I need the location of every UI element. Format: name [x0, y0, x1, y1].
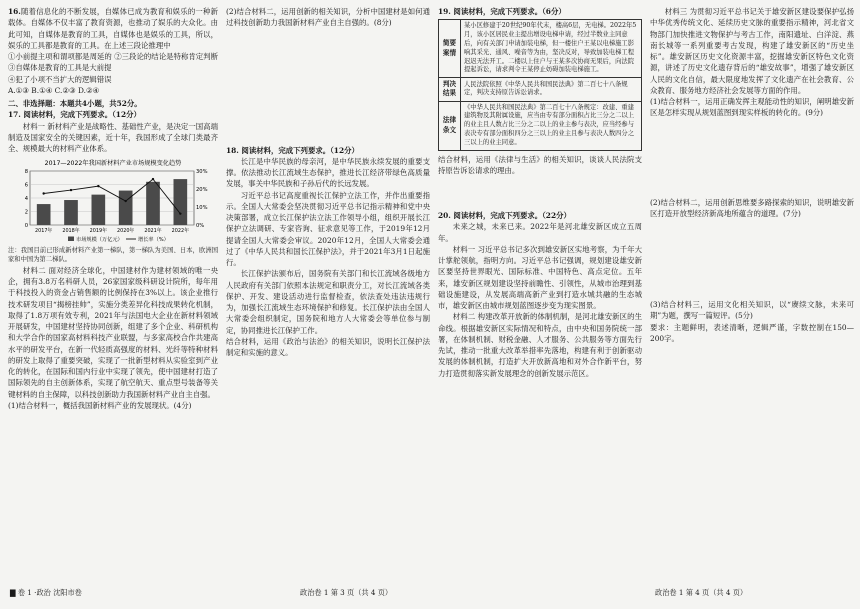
answer-space	[438, 176, 642, 210]
legend-bar-swatch	[68, 237, 74, 242]
q16-options-2: ④犯了小项不当扩大的逻辑错误	[8, 74, 112, 84]
q20-material-3: 材料三 为贯彻习近平总书记关于雄安新区建设要保护弘扬中华优秀传统文化、延续历史文脉的重要指示精神，河北省文物部门加快推进文物保护与考古工作，南阳遗址、白洋淀、燕南长城等一系列重要考古发现，构建了雄安新区的“历史坐标”。雄安新区历史文化资源丰富，挖掘雄安新区特色文化资源，讲述了历史文化遗存背后的“雄安故事”，增强了雄安新区人民的文化自信，最大限度地发挥了文化遗产在社会教育、公众教育、服务地方经济社会发展等方面的作用。	[650, 7, 854, 95]
q19-case-table	[438, 19, 642, 150]
answer-space	[650, 219, 854, 299]
answer-space	[226, 29, 430, 93]
legend-line-label: 增长率（%）	[138, 237, 169, 244]
row-text-verdict: 人民法院依照《中华人民共和国民法典》第二百七十八条规定，判决支持原告诉讼请求。	[461, 78, 642, 101]
q19-question: 结合材料，运用《法律与生活》的相关知识，谈谈人民法院支持原告诉讼请求的理由。	[438, 154, 642, 175]
growth-point	[152, 178, 154, 180]
row-text-case: 某小区修建于20世纪90年代末，楼高6层，无电梯。2022年5月，该小区居民业主提出增设电梯申请，经过半数业主同意后，向有关部门申请加装电梯，但一楼住户王某以电梯施工影响其采光、通风、噪音等为由，坚决反对，导致加装电梯工程迟迟无法开工。二楼以上住户与王某多次协商无果后，向法院提起诉讼，请求判令王某停止妨碍加装电梯施工。	[461, 20, 642, 78]
row-label-law: 法律条文	[439, 101, 461, 150]
q16-options-1: ①小前提主项和谓项都是周延的 ②三段论的结论是特称肯定判断 ③自媒体是教育的工具是大前提	[8, 52, 218, 73]
q20-material-1: 材料一 习近平总书记多次到雄安新区实地考察，为千年大计掌舵领航，指明方向。习近平总书记强调，规划建设雄安新区要坚持世界眼光、国际标准、中国特色、高点定位。五年来，雄安新区规划建设坚持前瞻性、引领性，从城市治理到基础设施建设，从发展高端高新产业到打造水城共融的生态城市，雄安新区由城市规划蓝图逐步变为现实图景。	[438, 244, 642, 311]
q20-question-2: (2)结合材料二，运用创新思维要多路探索的知识，说明雄安新区打造开放型经济新高地所蕴含的道理。(7分)	[650, 197, 854, 218]
q20-question-1: (1)结合材料一，运用正确发挥主观能动性的知识，阐明雄安新区是怎样实现从规划蓝图到现实样板的转化的。(9分)	[650, 97, 854, 118]
q18-paragraph-3: 长江保护法颁布后，国务院有关部门和长江流域各级地方人民政府有关部门依照本法规定和职责分工，对长江流域各类保护、开发、建设活动进行监督检查，依法查处违法违规行为，加强长江流域生态环境保护和修复。长江保护法由全国人大常委会组织制定，国务院和地方人大常委会等单位参与制定，协同推进长江保护工作。	[226, 269, 430, 335]
bar	[146, 182, 160, 225]
growth-point	[179, 213, 181, 215]
y-tick-right: 20%	[196, 187, 208, 194]
bar	[92, 195, 106, 225]
q18-paragraph-1: 长江是中华民族的母亲河，是中华民族永续发展的重要支撑。依法推动长江流域生态保护，推进长江经济带绿色高质量发展，事关中华民族和子孙后代的长远发展。	[226, 156, 430, 189]
y-tick-left: 2	[24, 209, 28, 216]
table-row	[439, 20, 642, 78]
q20-intro: 未来之城，未来已来。2022年是河北雄安新区成立五周年。	[438, 222, 642, 243]
q17-material-1: 材料一 新材料产业是战略性、基础性产业，是决定一国高端制造及国家安全的关键因素，近十年，我国形成了全球门类最齐全、规模最大的材料产业体系。	[8, 121, 218, 153]
column-1	[8, 6, 218, 411]
chart-title: 2017—2022年我国新材料产业市场规模变化趋势	[44, 160, 182, 168]
q17-note: 注：我国目前已形成新材料产业第一梯队，第一梯队为美国、日本，欧洲国家和中国为第二梯队。	[8, 247, 218, 264]
legend-bar-label: 市场规模（万亿元）	[76, 237, 123, 244]
bar	[37, 204, 51, 225]
y-tick-left: 0	[24, 223, 28, 230]
bar	[64, 200, 78, 225]
q18-question: 结合材料，运用《政治与法治》的相关知识，说明长江保护法制定和实施的意义。	[226, 336, 430, 357]
bar	[174, 179, 188, 225]
q16-number: 16.	[8, 7, 21, 16]
footer-page-3: 政治卷 1 第 3 页（共 4 页）	[300, 588, 393, 597]
y-tick-right: 10%	[196, 205, 208, 212]
table-row	[439, 101, 642, 150]
q20-requirement: 要求：主题鲜明，表述清晰，逻辑严谨，字数控制在150—200字。	[650, 322, 854, 343]
chart-plot	[25, 169, 208, 243]
market-size-chart	[8, 157, 218, 245]
x-tick-label: 2022年	[171, 228, 190, 235]
x-tick-label: 2017年	[34, 228, 53, 235]
row-label-case: 简要案情	[439, 20, 461, 78]
growth-point	[42, 193, 44, 195]
q17-material-2: 材料二 面对经济全球化，中国建材作为建材领域的唯一央企，拥有3.8万名科研人员，26家国家级科研设计院所，每年用于科技投入的资金占销售额的比例保持在3%以上。该企业推行技术研发项目“揭榜挂帅”，实施分类差异化科技成果转化机制，取得了1.8万项有效专利，2021年与法国电大企业在新材料领域开展研发，中国建材坚持协同创新，组建了多个企业、科研机构和大学合作的国家高材料科技产业联盟，与多家高校合作共建高水平的研发平台，在新一代轻质高强度的材料、光纤等特种材料的研发上取得了重要突破，实现了一批新型材料从实验室到产业化的转化，在国际和国内行业中实现了领先，使中国建材打造了国际领先的自主创新体系，实现了航空航天、重点型号装备等关键材料的自主保障，以科技创新助力我国新材料产业自主自强。	[8, 265, 218, 399]
footer-page-4: 政治卷 1 第 4 页（共 4 页）	[655, 588, 748, 597]
answer-space-2	[226, 93, 430, 145]
x-tick-label: 2019年	[89, 228, 108, 235]
y-tick-left: 4	[24, 196, 28, 203]
q20-heading: 20. 阅读材料，完成下列要求。（22分）	[438, 211, 571, 221]
x-tick-label: 2018年	[62, 228, 80, 235]
y-tick-left: 6	[24, 182, 28, 189]
footer-left: ▇ 卷 1 ·政治 沈阳市卷	[10, 588, 82, 597]
column-3	[438, 6, 642, 379]
x-tick-label: 2020年	[116, 228, 135, 235]
column-4	[650, 6, 854, 344]
q17-question-1: (1)结合材料一，概括我国新材料产业的发展现状。(4分)	[8, 400, 192, 410]
row-label-verdict: 判决结果	[439, 78, 461, 101]
x-tick-label: 2021年	[144, 228, 162, 235]
growth-point	[70, 189, 72, 191]
q18-heading: 18. 阅读材料，完成下列要求。（12分）	[226, 145, 359, 155]
column-2	[226, 6, 430, 358]
q20-question-3: (3)结合材料三，运用文化相关知识，以“赓续文脉，未来可期”为题，撰写一篇短评。(5分)	[650, 300, 854, 321]
q18-paragraph-2: 习近平总书记高度重视长江保护立法工作，并作出重要指示。全国人大常委会坚决贯彻习近平总书记指示精神和党中央决策部署，成立长江保护法立法工作领导小组，组织开展长江保护立法调研、专家咨询、征求意见等工作，于2019年12月提请全国人大常委会审议。2020年12月，全国人大常委会通过了《中华人民共和国长江保护法》，并于2021年3月1日起施行。	[226, 190, 430, 267]
growth-point	[97, 185, 99, 187]
bar	[119, 191, 133, 225]
table-row	[439, 78, 642, 101]
y-tick-right: 30%	[196, 169, 208, 176]
answer-space	[650, 119, 854, 197]
y-tick-right: 0%	[196, 223, 205, 230]
chart-svg	[8, 157, 218, 245]
growth-point	[124, 200, 126, 202]
book-icon: ▇	[10, 588, 16, 597]
q20-material-2: 材料二 构建改革开放新的体制机制，是河北雄安新区的生命线。根据雄安新区实际情况和特点，由中央和国务院统一部署，在体制机制、财税金融、人才服务、公共服务等方面先行先试，推动一批重大改革举措率先落地，构建有利于创新驱动发展的体制机制，打造扩大开放新高地和对外合作新平台，努力打造贯彻落实新发展理念的创新发展示范区。	[438, 312, 642, 378]
row-text-law: 《中华人民共和国民法典》第二百七十八条规定：改建、重建建筑物及其附属设施，应当由专有部分面积占比三分之二以上的业主且人数占比三分之二以上的业主参与表决，应当经参与表决专有部分面积四分之三以上的业主且参与表决人数四分之三以上的业主同意。	[461, 101, 642, 150]
q16-answers: A.①③ B.①④ C.②③ D.②④	[8, 85, 100, 95]
q16-text: 16.随着信息化的不断发展，自媒体已成为教育和娱乐的一种新载体。自媒体不仅丰富了教育资源，也推动了娱乐的大众化。由此可知，自媒体是教育的工具，自媒体也是娱乐的工具，所以，娱乐的工具都是教育的工具。在上述三段论推理中	[8, 7, 218, 50]
section-2-heading: 二、非选择题：本题共4小题，共52分。	[8, 99, 142, 108]
y-tick-left: 8	[24, 169, 28, 176]
q17-heading: 17. 阅读材料，完成下列要求。（12分）	[8, 110, 141, 120]
q17-question-2: (2)结合材料二，运用创新的相关知识，分析中国建材是如何通过科技创新助力我国新材料产业自主自强的。(8分)	[226, 7, 430, 28]
q19-heading: 19. 阅读材料，完成下列要求。（6分）	[438, 7, 566, 16]
